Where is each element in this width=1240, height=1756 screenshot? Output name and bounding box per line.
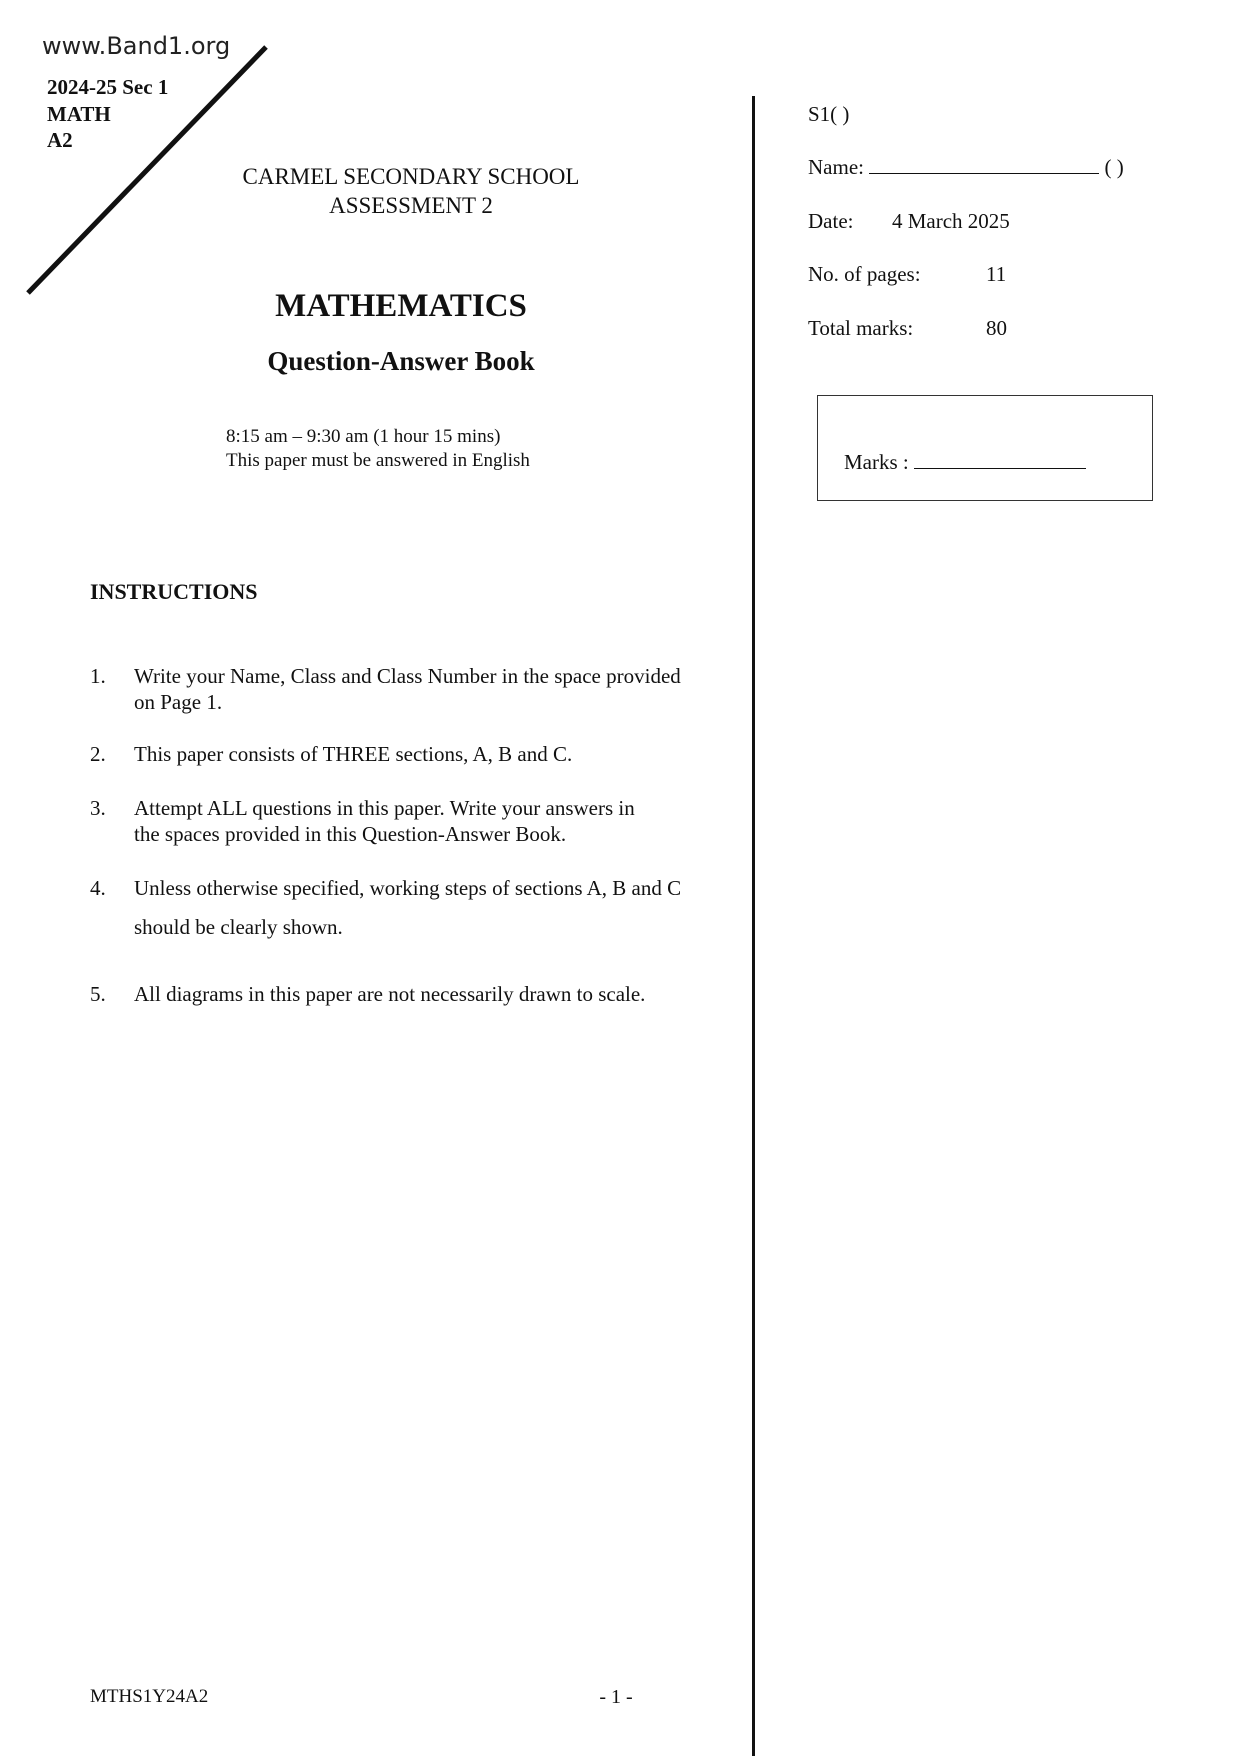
instruction-text: This paper consists of THREE sections, A, B and C. <box>134 742 573 766</box>
name-blank <box>869 172 1099 174</box>
book-title: Question-Answer Book <box>267 346 535 376</box>
pages-value: 11 <box>986 262 1007 286</box>
instruction-text: All diagrams in this paper are not necessarily drawn to scale. <box>134 982 646 1006</box>
instruction-number: 5. <box>90 982 106 1006</box>
paper-code-subject: MATH <box>47 102 111 126</box>
instruction-text: should be clearly shown. <box>134 915 343 939</box>
total-marks-label: Total marks: <box>808 316 914 340</box>
instruction-text: on Page 1. <box>134 690 223 714</box>
paper-code-assessment: A2 <box>47 128 73 152</box>
instruction-text: Unless otherwise specified, working steps of sections A, B and C <box>134 876 682 900</box>
name-field <box>808 157 1124 178</box>
marks-blank <box>914 467 1086 469</box>
footer-code: MTHS1Y24A2 <box>90 1686 209 1707</box>
class-field: S1( ) <box>808 102 850 126</box>
subject-title: MATHEMATICS <box>275 288 527 324</box>
marks-label: Marks : <box>844 450 909 474</box>
instruction-text: Write your Name, Class and Class Number in the space provided <box>134 664 681 688</box>
paper-code-year: 2024-25 Sec 1 <box>47 75 169 99</box>
instruction-text: Attempt ALL questions in this paper. Write your answers in <box>134 796 635 820</box>
instruction-text: the spaces provided in this Question-Answer Book. <box>134 822 567 846</box>
date-label: Date: <box>808 209 854 233</box>
marks-box <box>817 395 1153 501</box>
instruction-number: 4. <box>90 876 106 900</box>
page-number: - 1 - <box>599 1686 633 1708</box>
instruction-number: 2. <box>90 742 106 766</box>
instruction-number: 3. <box>90 796 106 820</box>
school-name: CARMEL SECONDARY SCHOOL <box>242 164 580 189</box>
instruction-number: 1. <box>90 664 106 688</box>
name-label: Name: <box>808 155 864 179</box>
marks-field <box>844 452 1086 473</box>
diagonal-stripe <box>0 0 300 310</box>
vertical-divider <box>752 96 755 1756</box>
exam-time: 8:15 am – 9:30 am (1 hour 15 mins) <box>226 426 501 447</box>
language-note: This paper must be answered in English <box>226 450 530 471</box>
watermark: www.Band1.org <box>42 32 231 60</box>
date-value: 4 March 2025 <box>892 209 1010 233</box>
pages-label: No. of pages: <box>808 262 921 286</box>
class-number-field: ( ) <box>1104 155 1124 179</box>
assessment-title: ASSESSMENT 2 <box>329 193 493 218</box>
total-marks-value: 80 <box>986 316 1007 340</box>
instructions-heading: INSTRUCTIONS <box>90 579 258 604</box>
